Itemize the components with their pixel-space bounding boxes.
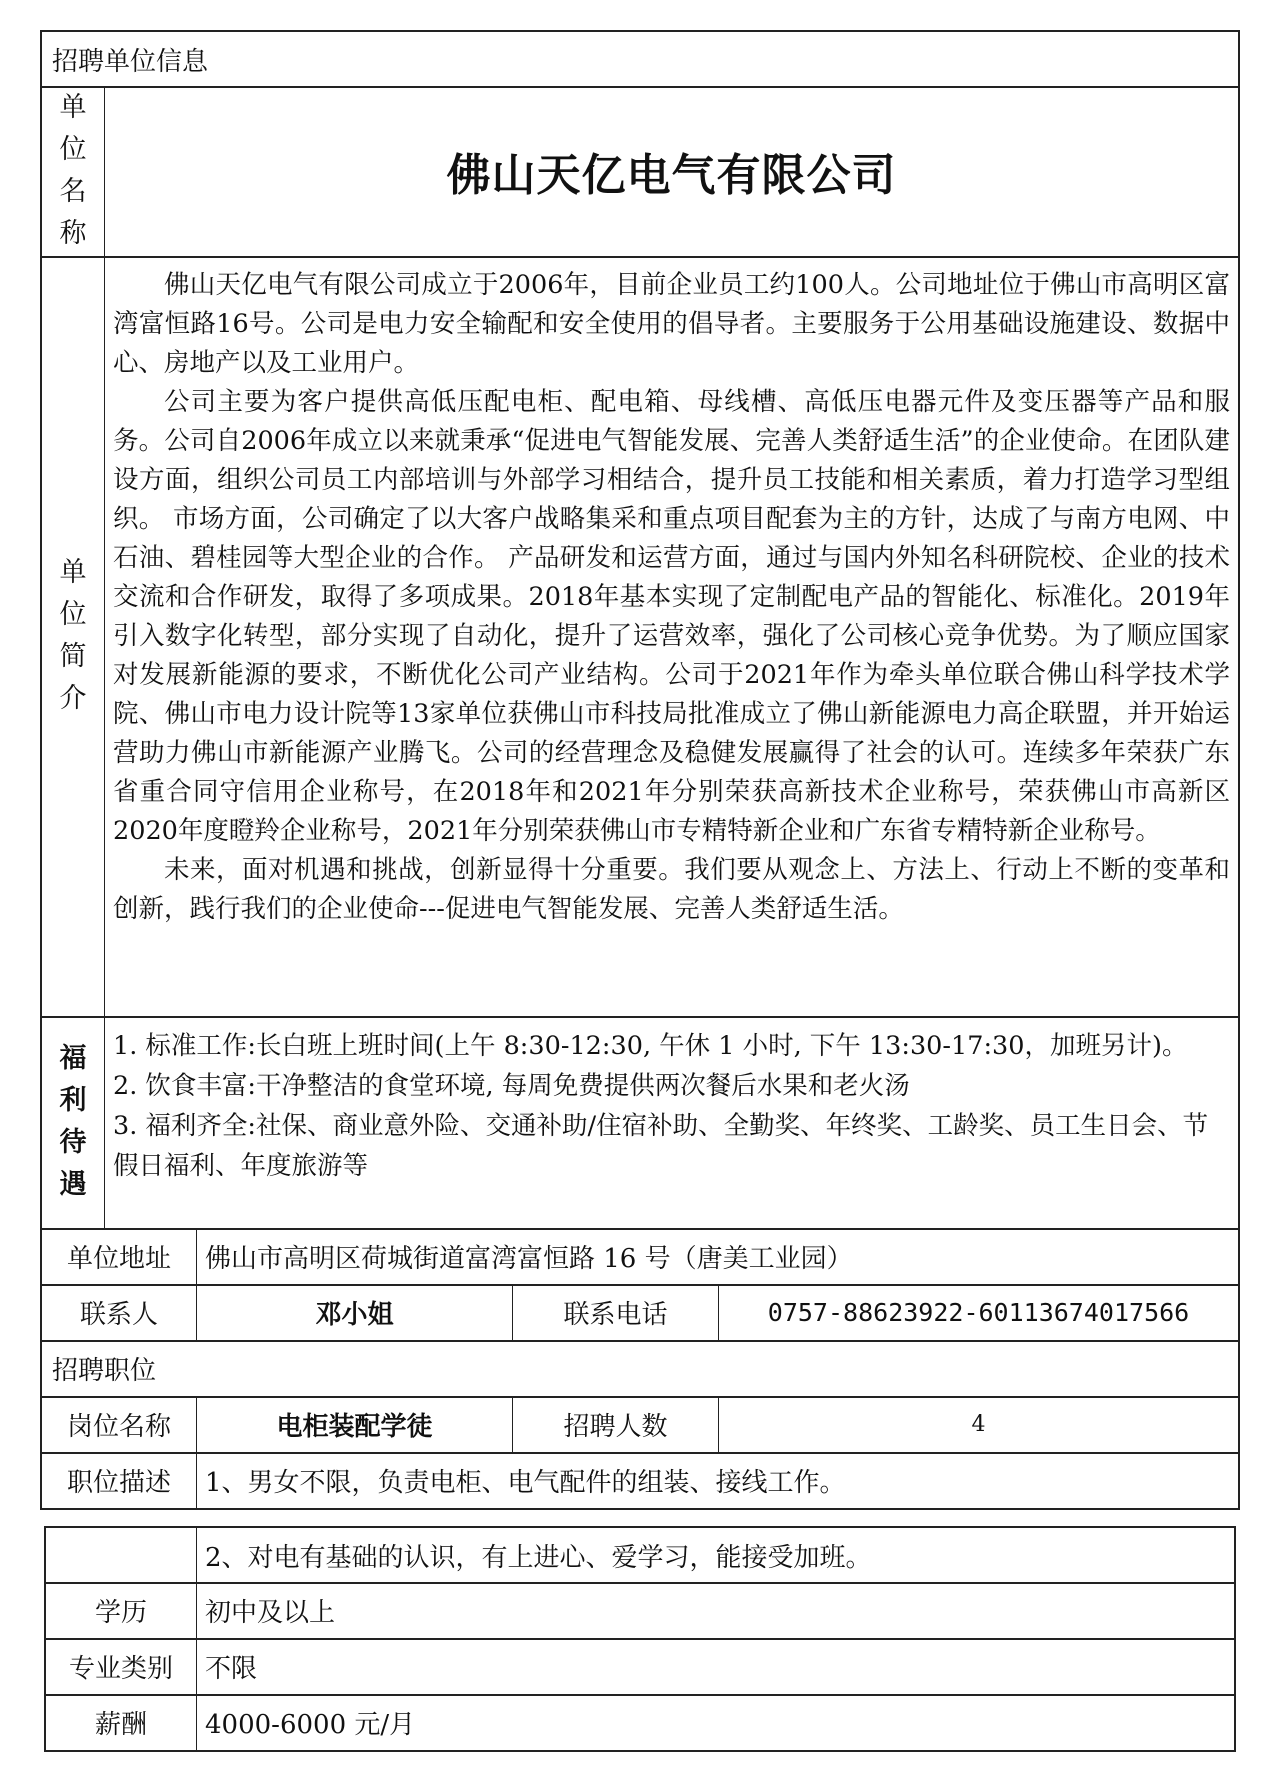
headcount-label: 招聘人数 [512,1396,718,1454]
phone-label: 联系电话 [512,1284,718,1342]
headcount: 4 [718,1396,1240,1454]
company-intro [104,256,1240,1018]
salary: 4000-6000 元/月 [196,1694,1236,1752]
benefits [104,1016,1240,1230]
position-desc-2: 2、对电有基础的认识，有上进心、爱学习，能接受加班。 [196,1526,1236,1584]
salary-label: 薪酬 [44,1694,196,1752]
contact-label: 联系人 [40,1284,196,1342]
company-intro-label: 单 位 简 介 [40,256,104,1018]
company-name-label: 单 位 名 称 [40,86,104,258]
section-title: 招聘职位 [52,1355,157,1386]
section-positions [40,1340,1240,1398]
phone-number: 0757-88623922-60113674017566 [718,1284,1240,1342]
position-title-label: 岗位名称 [40,1396,196,1454]
intro-paragraph: 佛山天亿电气有限公司成立于2006年，目前企业员工约100人。公司地址位于佛山市高明区富湾富恒路16号。公司是电力安全输配和安全使用的倡导者。主要服务于公用基础设施建设、数据中心、房地产以及工业用户。 [113,270,1230,378]
intro-paragraph: 公司主要为客户提供高低压配电柜、配电箱、母线槽、高低压电器元件及变压器等产品和服务。公司自2006年成立以来就秉承“促进电气智能发展、完善人类舒适生活”的企业使命。在团队建设方面，组织公司员工内部培训与外部学习相结合，提升员工技能和相关素质，着力打造学习型组织。 市场方面，公司确定了以大客户战略集采和重点项目配套为主的方针，达成了与南方电网、中石油、碧桂园等大型企业的合作。 产品研发和运营方面，通过与国内外知名科研院校、企业的技术交流和合作研发，取得了多项成果。2018年基本实现了定制配电产品的智能化、标准化。2019年引入数字化转型，部分实现了自动化，提升了运营效率，强化了公司核心竞争优势。为了顺应国家对发展新能源的要求，不断优化公司产业结构。公司于2021年作为牵头单位联合佛山科学技术学院、佛山市电力设计院等13家单位获佛山市科技局批准成立了佛山新能源电力高企联盟，并开始运营助力佛山市新能源产业腾飞。公司的经营理念及稳健发展赢得了社会的认可。连续多年荣获广东省重合同守信用企业称号，在2018年和2021年分别荣获高新技术企业称号，荣获佛山市高新区2020年度瞪羚企业称号，2021年分别荣获佛山市专精特新企业和广东省专精特新企业称号。 [113,387,1230,846]
company-name: 佛山天亿电气有限公司 [104,86,1240,258]
benefit-item: 2. 饮食丰富:干净整洁的食堂环境, 每周免费提供两次餐后水果和老火汤 [113,1071,910,1101]
education: 初中及以上 [196,1582,1236,1640]
benefits-label: 福 利 待 遇 [40,1016,104,1230]
address-label: 单位地址 [40,1228,196,1286]
education-label: 学历 [44,1582,196,1640]
benefit-item: 1. 标准工作:长白班上班时间(上午 8:30-12:30, 午休 1 小时, 下午 13:30-17:30，加班另计)。 [113,1031,1188,1061]
section-company-info [40,30,1240,88]
benefit-item: 3. 福利齐全:社保、商业意外险、交通补助/住宿补助、全勤奖、年终奖、工龄奖、员工生日会、节假日福利、年度旅游等 [113,1111,1209,1181]
contact-name: 邓小姐 [196,1284,512,1342]
position-desc-1: 1、男女不限，负责电柜、电气配件的组装、接线工作。 [196,1452,1240,1510]
intro-paragraph: 未来，面对机遇和挑战，创新显得十分重要。我们要从观念上、方法上、行动上不断的变革和创新，践行我们的企业使命---促进电气智能发展、完善人类舒适生活。 [113,855,1230,924]
address: 佛山市高明区荷城街道富湾富恒路 16 号（唐美工业园） [196,1228,1240,1286]
major-label: 专业类别 [44,1638,196,1696]
section-title: 招聘单位信息 [52,46,209,77]
position-title: 电柜装配学徒 [196,1396,512,1454]
position-desc-label-continued [44,1526,196,1584]
position-desc-label: 职位描述 [40,1452,196,1510]
major: 不限 [196,1638,1236,1696]
